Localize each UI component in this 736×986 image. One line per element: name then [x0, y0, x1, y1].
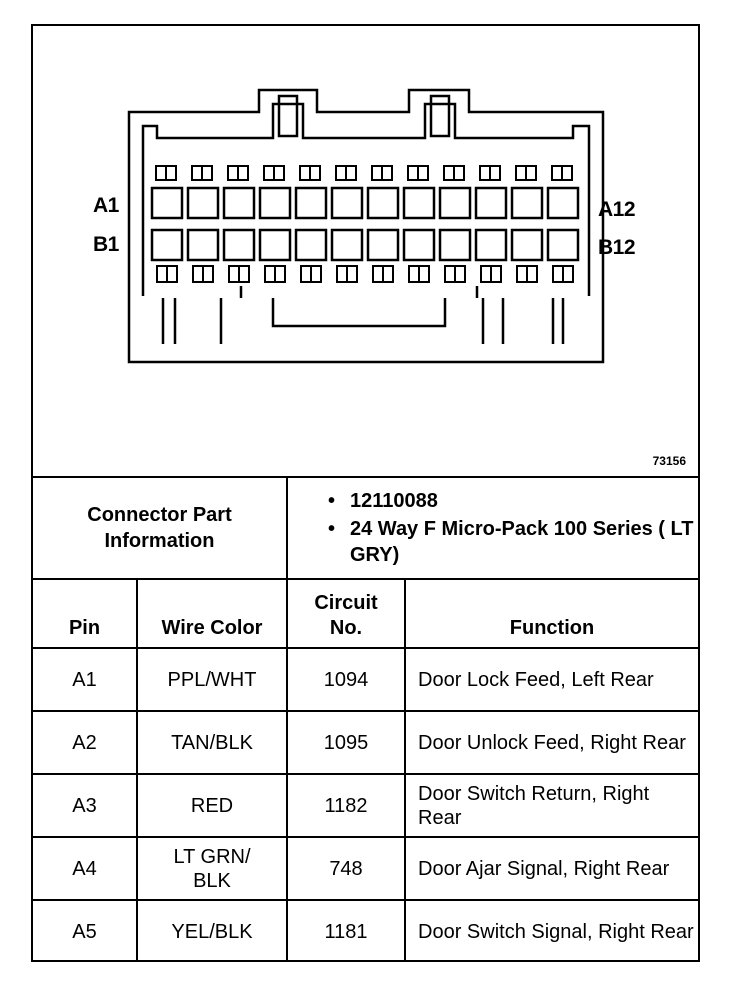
part-description-item	[328, 516, 698, 568]
cavity-b6	[332, 230, 362, 260]
part-info-details	[287, 478, 698, 579]
connector-document	[31, 24, 700, 962]
row-b-start-label: B1	[93, 233, 119, 256]
circuit-cell: 748	[287, 837, 405, 900]
circuit-cell: 1094	[287, 648, 405, 711]
header-pin: Pin	[33, 579, 137, 648]
foot-right	[483, 298, 563, 344]
cavity-b11	[512, 230, 542, 260]
cavity-b8	[404, 230, 434, 260]
row-a-end-label: A12	[598, 198, 636, 221]
cavity-b9	[440, 230, 470, 260]
pin-cell: A2	[33, 711, 137, 774]
cavity-b4	[260, 230, 290, 260]
row-b-end-label: B12	[598, 236, 636, 259]
part-info-title	[33, 478, 287, 579]
cavity-a9	[440, 188, 470, 218]
cavity-a5	[296, 188, 326, 218]
table-row	[33, 900, 698, 962]
cavity-b1	[152, 230, 182, 260]
circuit-cell: 1182	[287, 774, 405, 837]
connector-info-table	[33, 478, 698, 962]
table-header-row	[33, 579, 698, 648]
header-circuit-line2: No.	[329, 617, 363, 639]
connector-housing	[129, 90, 603, 362]
cavity-a1	[152, 188, 182, 218]
part-info-title-line1: Connector Part	[87, 504, 232, 526]
row-a-start-label: A1	[93, 194, 119, 217]
part-info-row	[33, 478, 698, 579]
wire-color-cell: RED	[137, 774, 287, 837]
table-row	[33, 774, 698, 837]
header-circuit-line1: Circuit	[314, 592, 378, 614]
cavity-a11	[512, 188, 542, 218]
table-row	[33, 837, 698, 900]
function-cell: Door Lock Feed, Left Rear	[405, 648, 698, 711]
cavity-a6	[332, 188, 362, 218]
cavity-b7	[368, 230, 398, 260]
figure-number: 73156	[652, 454, 686, 468]
key-slot	[241, 286, 477, 326]
bullet-icon: •	[328, 490, 336, 512]
function-cell: Door Switch Return, Right Rear	[405, 774, 698, 837]
bullet-icon: •	[328, 518, 336, 540]
header-circuit	[287, 579, 405, 648]
wire-color-cell: PPL/WHT	[137, 648, 287, 711]
header-function: Function	[405, 579, 698, 648]
pin-cell: A4	[33, 837, 137, 900]
cavity-b10	[476, 230, 506, 260]
cavity-a3	[224, 188, 254, 218]
function-cell: Door Unlock Feed, Right Rear	[405, 711, 698, 774]
circuit-cell: 1095	[287, 711, 405, 774]
wire-color-cell: YEL/BLK	[137, 900, 287, 962]
foot-left	[163, 298, 221, 344]
cavity-a8	[404, 188, 434, 218]
header-wire-color: Wire Color	[137, 579, 287, 648]
pin-cell: A3	[33, 774, 137, 837]
pin-cavities	[152, 166, 578, 282]
latch-left	[279, 96, 297, 136]
function-cell: Door Ajar Signal, Right Rear	[405, 837, 698, 900]
cavity-a4	[260, 188, 290, 218]
part-info-title-line2: Information	[104, 530, 215, 552]
cavity-a10	[476, 188, 506, 218]
part-description: 24 Way F Micro-Pack 100 Series ( LT GRY)	[350, 518, 694, 566]
part-number-item	[328, 488, 698, 514]
wire-color-cell: TAN/BLK	[137, 711, 287, 774]
table-row	[33, 648, 698, 711]
cavity-b3	[224, 230, 254, 260]
part-number: 12110088	[350, 490, 438, 512]
cavity-a12	[548, 188, 578, 218]
circuit-cell: 1181	[287, 900, 405, 962]
connector-diagram	[33, 26, 698, 478]
cavity-b5	[296, 230, 326, 260]
pin-cell: A1	[33, 648, 137, 711]
function-cell: Door Switch Signal, Right Rear	[405, 900, 698, 962]
table-row	[33, 711, 698, 774]
cavity-b2	[188, 230, 218, 260]
cavity-a2	[188, 188, 218, 218]
latch-right	[431, 96, 449, 136]
wire-color-cell: LT GRN/ BLK	[137, 837, 287, 900]
pin-cell: A5	[33, 900, 137, 962]
cavity-b12	[548, 230, 578, 260]
cavity-a7	[368, 188, 398, 218]
